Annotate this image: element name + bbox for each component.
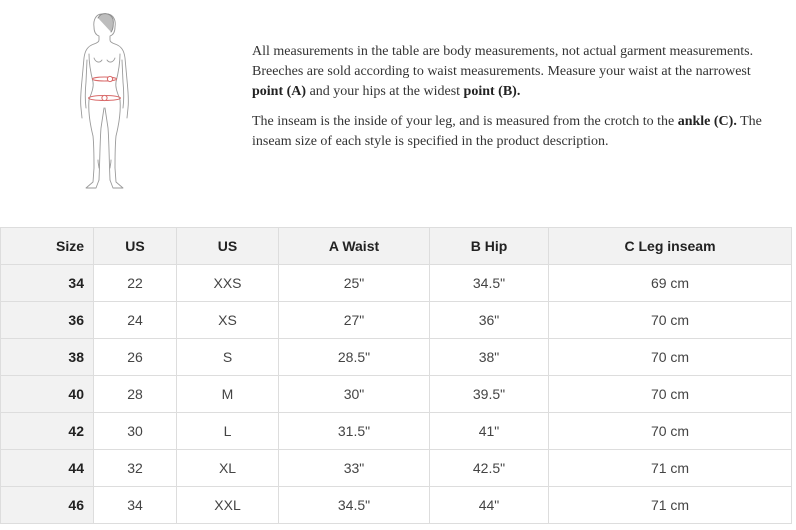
table-row <box>1 265 792 302</box>
inseam-cell: 70 cm <box>549 376 792 413</box>
table-row <box>1 302 792 339</box>
inseam-cell: 71 cm <box>549 450 792 487</box>
size-cell: 40 <box>1 376 94 413</box>
size-cell: 34 <box>1 265 94 302</box>
intro-paragraph-inseam <box>252 112 782 152</box>
us-number-cell: 32 <box>94 450 177 487</box>
us-number-cell: 22 <box>94 265 177 302</box>
point-a-label: point (A) <box>252 84 307 99</box>
waist-cell: 30" <box>279 376 430 413</box>
point-b-marker <box>102 95 107 100</box>
us-letter-cell: L <box>177 413 279 450</box>
body-figure-illustration <box>72 8 136 193</box>
size-cell: 38 <box>1 339 94 376</box>
size-cell: 36 <box>1 302 94 339</box>
waist-cell: 27" <box>279 302 430 339</box>
size-cell: 42 <box>1 413 94 450</box>
us-number-cell: 28 <box>94 376 177 413</box>
hip-cell: 42.5" <box>430 450 549 487</box>
us-letter-cell: XXL <box>177 487 279 524</box>
header-size: Size <box>1 228 94 265</box>
size-cell: 46 <box>1 487 94 524</box>
intro-paragraph-waist-hip <box>252 42 782 102</box>
us-letter-cell: XL <box>177 450 279 487</box>
point-a-marker <box>107 76 112 81</box>
us-letter-cell: S <box>177 339 279 376</box>
point-b-label: point (B). <box>463 84 521 99</box>
hip-cell: 39.5" <box>430 376 549 413</box>
waist-cell: 28.5" <box>279 339 430 376</box>
hip-cell: 34.5" <box>430 265 549 302</box>
inseam-cell: 70 cm <box>549 302 792 339</box>
size-cell: 44 <box>1 450 94 487</box>
header-hip: B Hip <box>430 228 549 265</box>
hip-cell: 36" <box>430 302 549 339</box>
table-row <box>1 376 792 413</box>
table-header-row <box>1 228 792 265</box>
inseam-cell: 69 cm <box>549 265 792 302</box>
size-guide-intro <box>252 42 782 162</box>
table-row <box>1 339 792 376</box>
hip-cell: 38" <box>430 339 549 376</box>
hip-cell: 41" <box>430 413 549 450</box>
header-us-number: US <box>94 228 177 265</box>
hip-cell: 44" <box>430 487 549 524</box>
us-number-cell: 26 <box>94 339 177 376</box>
us-letter-cell: M <box>177 376 279 413</box>
table-row <box>1 487 792 524</box>
table-row <box>1 413 792 450</box>
header-waist: A Waist <box>279 228 430 265</box>
intro-text: All measurements in the table are body measurements, not actual garment measurements. Breeches are sold according to waist measurements. Measure your waist at the narrowest <box>252 44 754 79</box>
us-letter-cell: XXS <box>177 265 279 302</box>
header-leg-inseam: C Leg inseam <box>549 228 792 265</box>
waist-cell: 31.5" <box>279 413 430 450</box>
intro-text: The inseam size of each style is specified in the product description. <box>252 114 762 149</box>
waist-cell: 34.5" <box>279 487 430 524</box>
us-letter-cell: XS <box>177 302 279 339</box>
us-number-cell: 34 <box>94 487 177 524</box>
size-chart-table <box>0 227 792 524</box>
intro-text: The inseam is the inside of your leg, and is measured from the crotch to the <box>252 114 678 129</box>
waist-cell: 25" <box>279 265 430 302</box>
intro-text: and your hips at the widest <box>306 84 464 99</box>
inseam-cell: 71 cm <box>549 487 792 524</box>
inseam-cell: 70 cm <box>549 413 792 450</box>
header-us-letter: US <box>177 228 279 265</box>
us-number-cell: 24 <box>94 302 177 339</box>
inseam-cell: 70 cm <box>549 339 792 376</box>
waist-cell: 33" <box>279 450 430 487</box>
us-number-cell: 30 <box>94 413 177 450</box>
ankle-label: ankle (C). <box>677 114 737 129</box>
table-row <box>1 450 792 487</box>
